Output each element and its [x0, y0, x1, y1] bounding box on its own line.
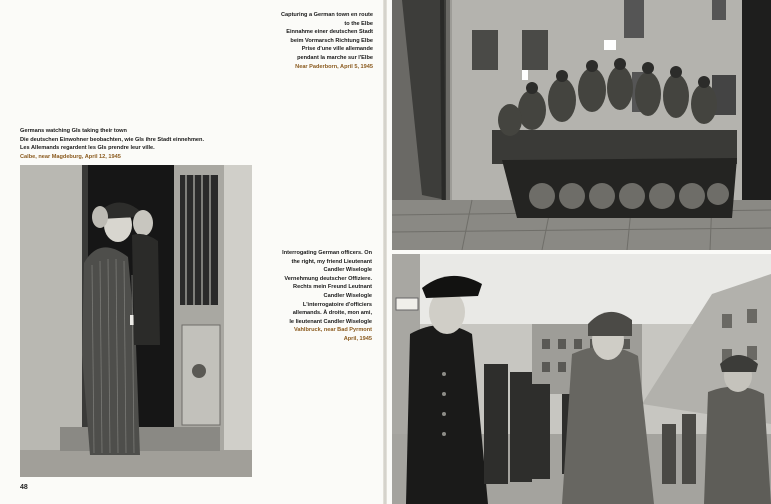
caption-line: le lieutenant Candler Wiselogle [289, 318, 372, 325]
caption-place: April, 1945 [343, 335, 372, 342]
photo-tank-soldiers [392, 0, 771, 250]
caption-line: Capturing a German town en route [281, 12, 373, 18]
caption-place: Near Paderborn, April 5, 1945 [295, 63, 373, 70]
page-number: 48 [20, 484, 28, 491]
caption-line: Einnahme einer deutschen Stadt [286, 29, 373, 36]
caption-line: Die deutschen Einwohner beobachten, wie GIs ihre Stadt einnehmen. [20, 136, 205, 143]
caption-place: Calbe, near Magdeburg, April 12, 1945 [20, 153, 121, 160]
photo-civilians-doorway [20, 165, 252, 477]
caption-line: L'interrogatoire d'officiers [302, 301, 372, 308]
caption-line: allemands. À droite, mon ami, [292, 310, 372, 317]
caption-line: Germans watching GIs taking their town [20, 128, 127, 134]
photo-interrogating-officers [392, 254, 771, 504]
caption-line: Candler Wiselogle [323, 292, 372, 299]
caption-line: Interrogating German officers. On [282, 250, 372, 256]
caption-line: pendant la marche sur l'Elbe [297, 54, 373, 61]
tank [492, 130, 737, 218]
caption-place: Vahlbruck, near Bad Pyrmont [293, 327, 372, 334]
caption-line: Candler Wiselogle [323, 267, 372, 274]
caption-line: Rechts mein Freund Leutnant [293, 284, 372, 291]
photo-interrogating-officers-image [392, 254, 771, 504]
caption-line: to the Elbe [344, 20, 373, 27]
caption-line: beim Vormarsch Richtung Elbe [290, 37, 373, 44]
caption-line: Les Allemands regardent les GIs prendre leur ville. [20, 145, 155, 152]
caption-paderborn [265, 11, 373, 71]
caption-line: Prise d'une ville allemande [301, 46, 373, 53]
photo-civilians-doorway-image [20, 165, 252, 477]
caption-calbe [20, 127, 250, 161]
photo-tank-soldiers-image [392, 0, 771, 250]
caption-vahlbruck [258, 249, 372, 344]
caption-line: the right, my friend Lieutenant [291, 258, 372, 265]
caption-line: Vernehmung deutscher Offiziere. [284, 275, 372, 282]
book-gutter [383, 0, 387, 504]
